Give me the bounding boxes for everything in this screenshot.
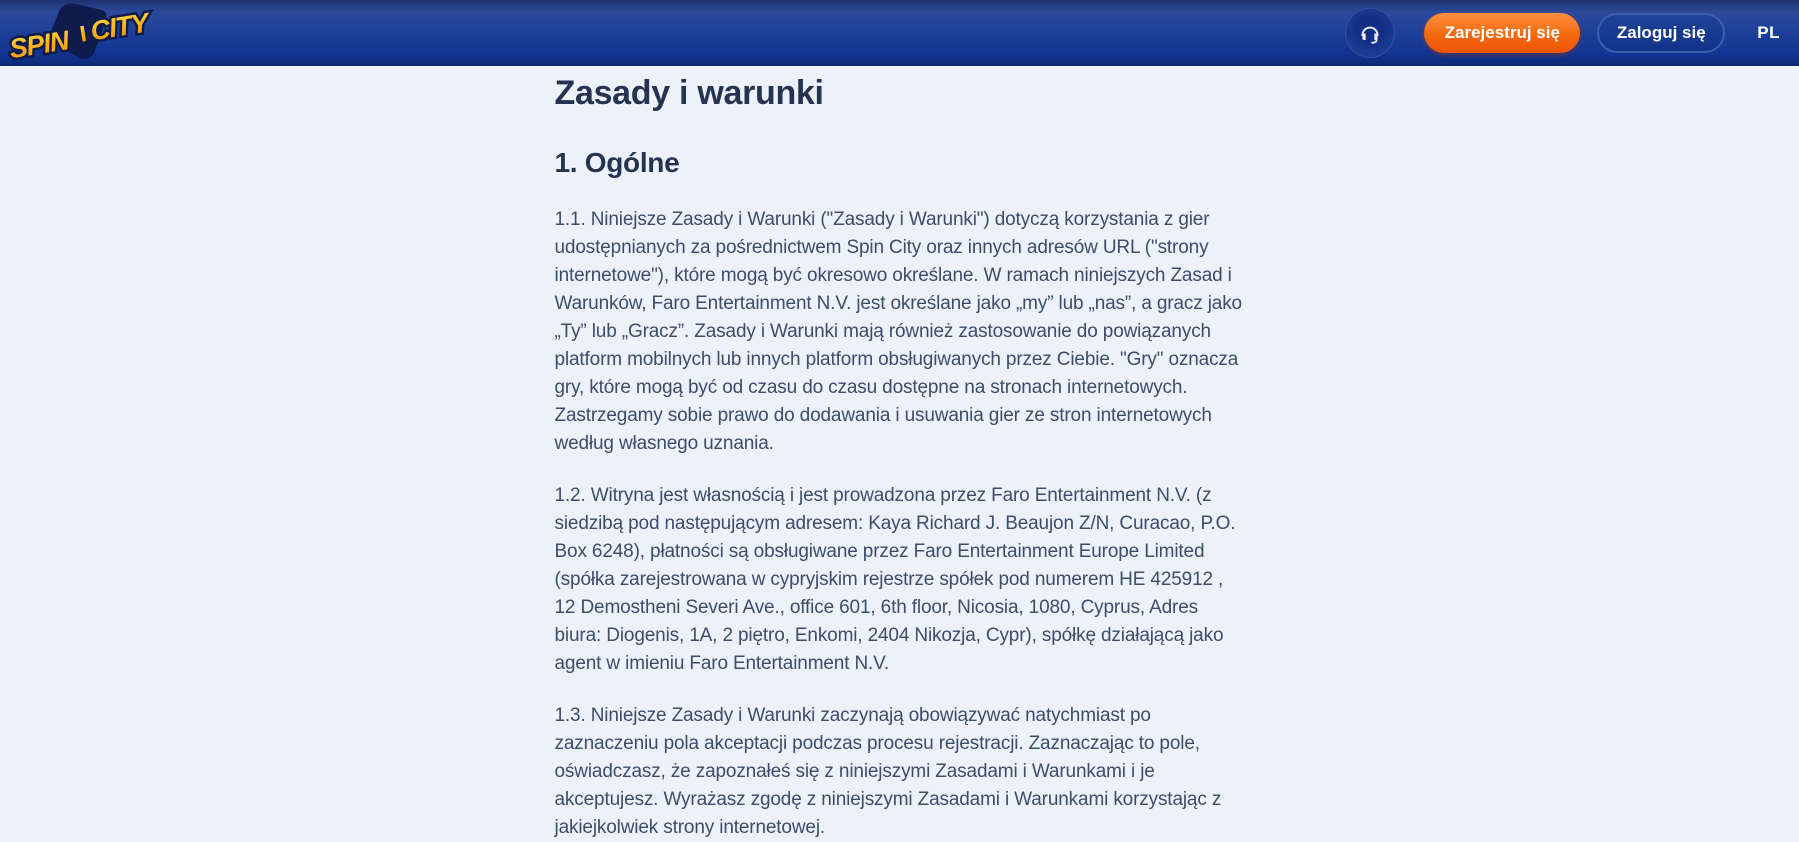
page-title: Zasady i warunki [554,74,824,112]
lighthouse-icon [79,24,88,43]
spincity-logo[interactable] [6,1,156,63]
logo-text-city: CITY [88,7,151,47]
header [0,0,1799,66]
terms-content [555,72,1245,842]
login-button[interactable]: Zaloguj się [1597,13,1725,53]
terms-paragraph-1-2: 1.2. Witryna jest własnością i jest prowadzona przez Faro Entertainment N.V. (z siedzibą pod następującym adresem: Kaya Richard J. Beaujon Z/N, Curacao, P.O. Box 6248), płatności są obsługiwane przez Faro Entertainment Europe Limited (spółka zarejestrowana w cypryjskim rejestrze spółek pod numerem HE 425912 , 12 Demostheni Severi Ave., office 601, 6th floor, Nicosia, 1080, Cyprus, Adres biura: Diogenis, 1A, 2 piętro, Enkomi, 2404 Nikozja, Cypr), spółkę działającą jako agent w imieniu Faro Entertainment N.V. [554,485,1236,674]
terms-paragraph-1-3: 1.3. Niniejsze Zasady i Warunki zaczynają obowiązywać natychmiast po zaznaczeniu pola akceptacji podczas procesu rejestracji. Zaznaczając to pole, oświadczasz, że zapoznałeś się z niniejszymi Zasadami i Warunkami i je akceptujesz. Wyrażasz zgodę z niniejszymi Zasadami i Warunkami korzystając z jakiejkolwiek strony internetowej. [554,705,1222,838]
terms-paragraph-1-1: 1.1. Niniejsze Zasady i Warunki ("Zasady i Warunki") dotyczą korzystania z gier udostępnianych za pośrednictwem Spin City oraz innych adresów URL ("strony internetowe"), które mogą być okresowo określane. W ramach niniejszych Zasad i Warunków, Faro Entertainment N.V. jest określane jako „my” lub „nas”, a gracz jako „Ty” lub „Gracz”. Zasady i Warunki mają również zastosowanie do powiązanych platform mobilnych lub innych platform obsługiwanych przez Ciebie. "Gry" oznacza gry, które mogą być od czasu do czasu dostępne na stronach internetowych. Zastrzegamy sobie prawo do dodawania i usuwania gier ze stron internetowych według własnego uznania. [554,209,1242,454]
headset-icon [1357,20,1383,46]
language-selector[interactable]: PL [1757,23,1780,42]
spincity-logo-graphic [6,1,156,63]
section-heading: 1. Ogólne [554,147,680,178]
header-actions [1345,0,1782,66]
support-button[interactable] [1345,8,1395,58]
register-button[interactable]: Zarejestruj się [1424,13,1580,53]
logo-text-spin: SPIN [7,25,71,63]
